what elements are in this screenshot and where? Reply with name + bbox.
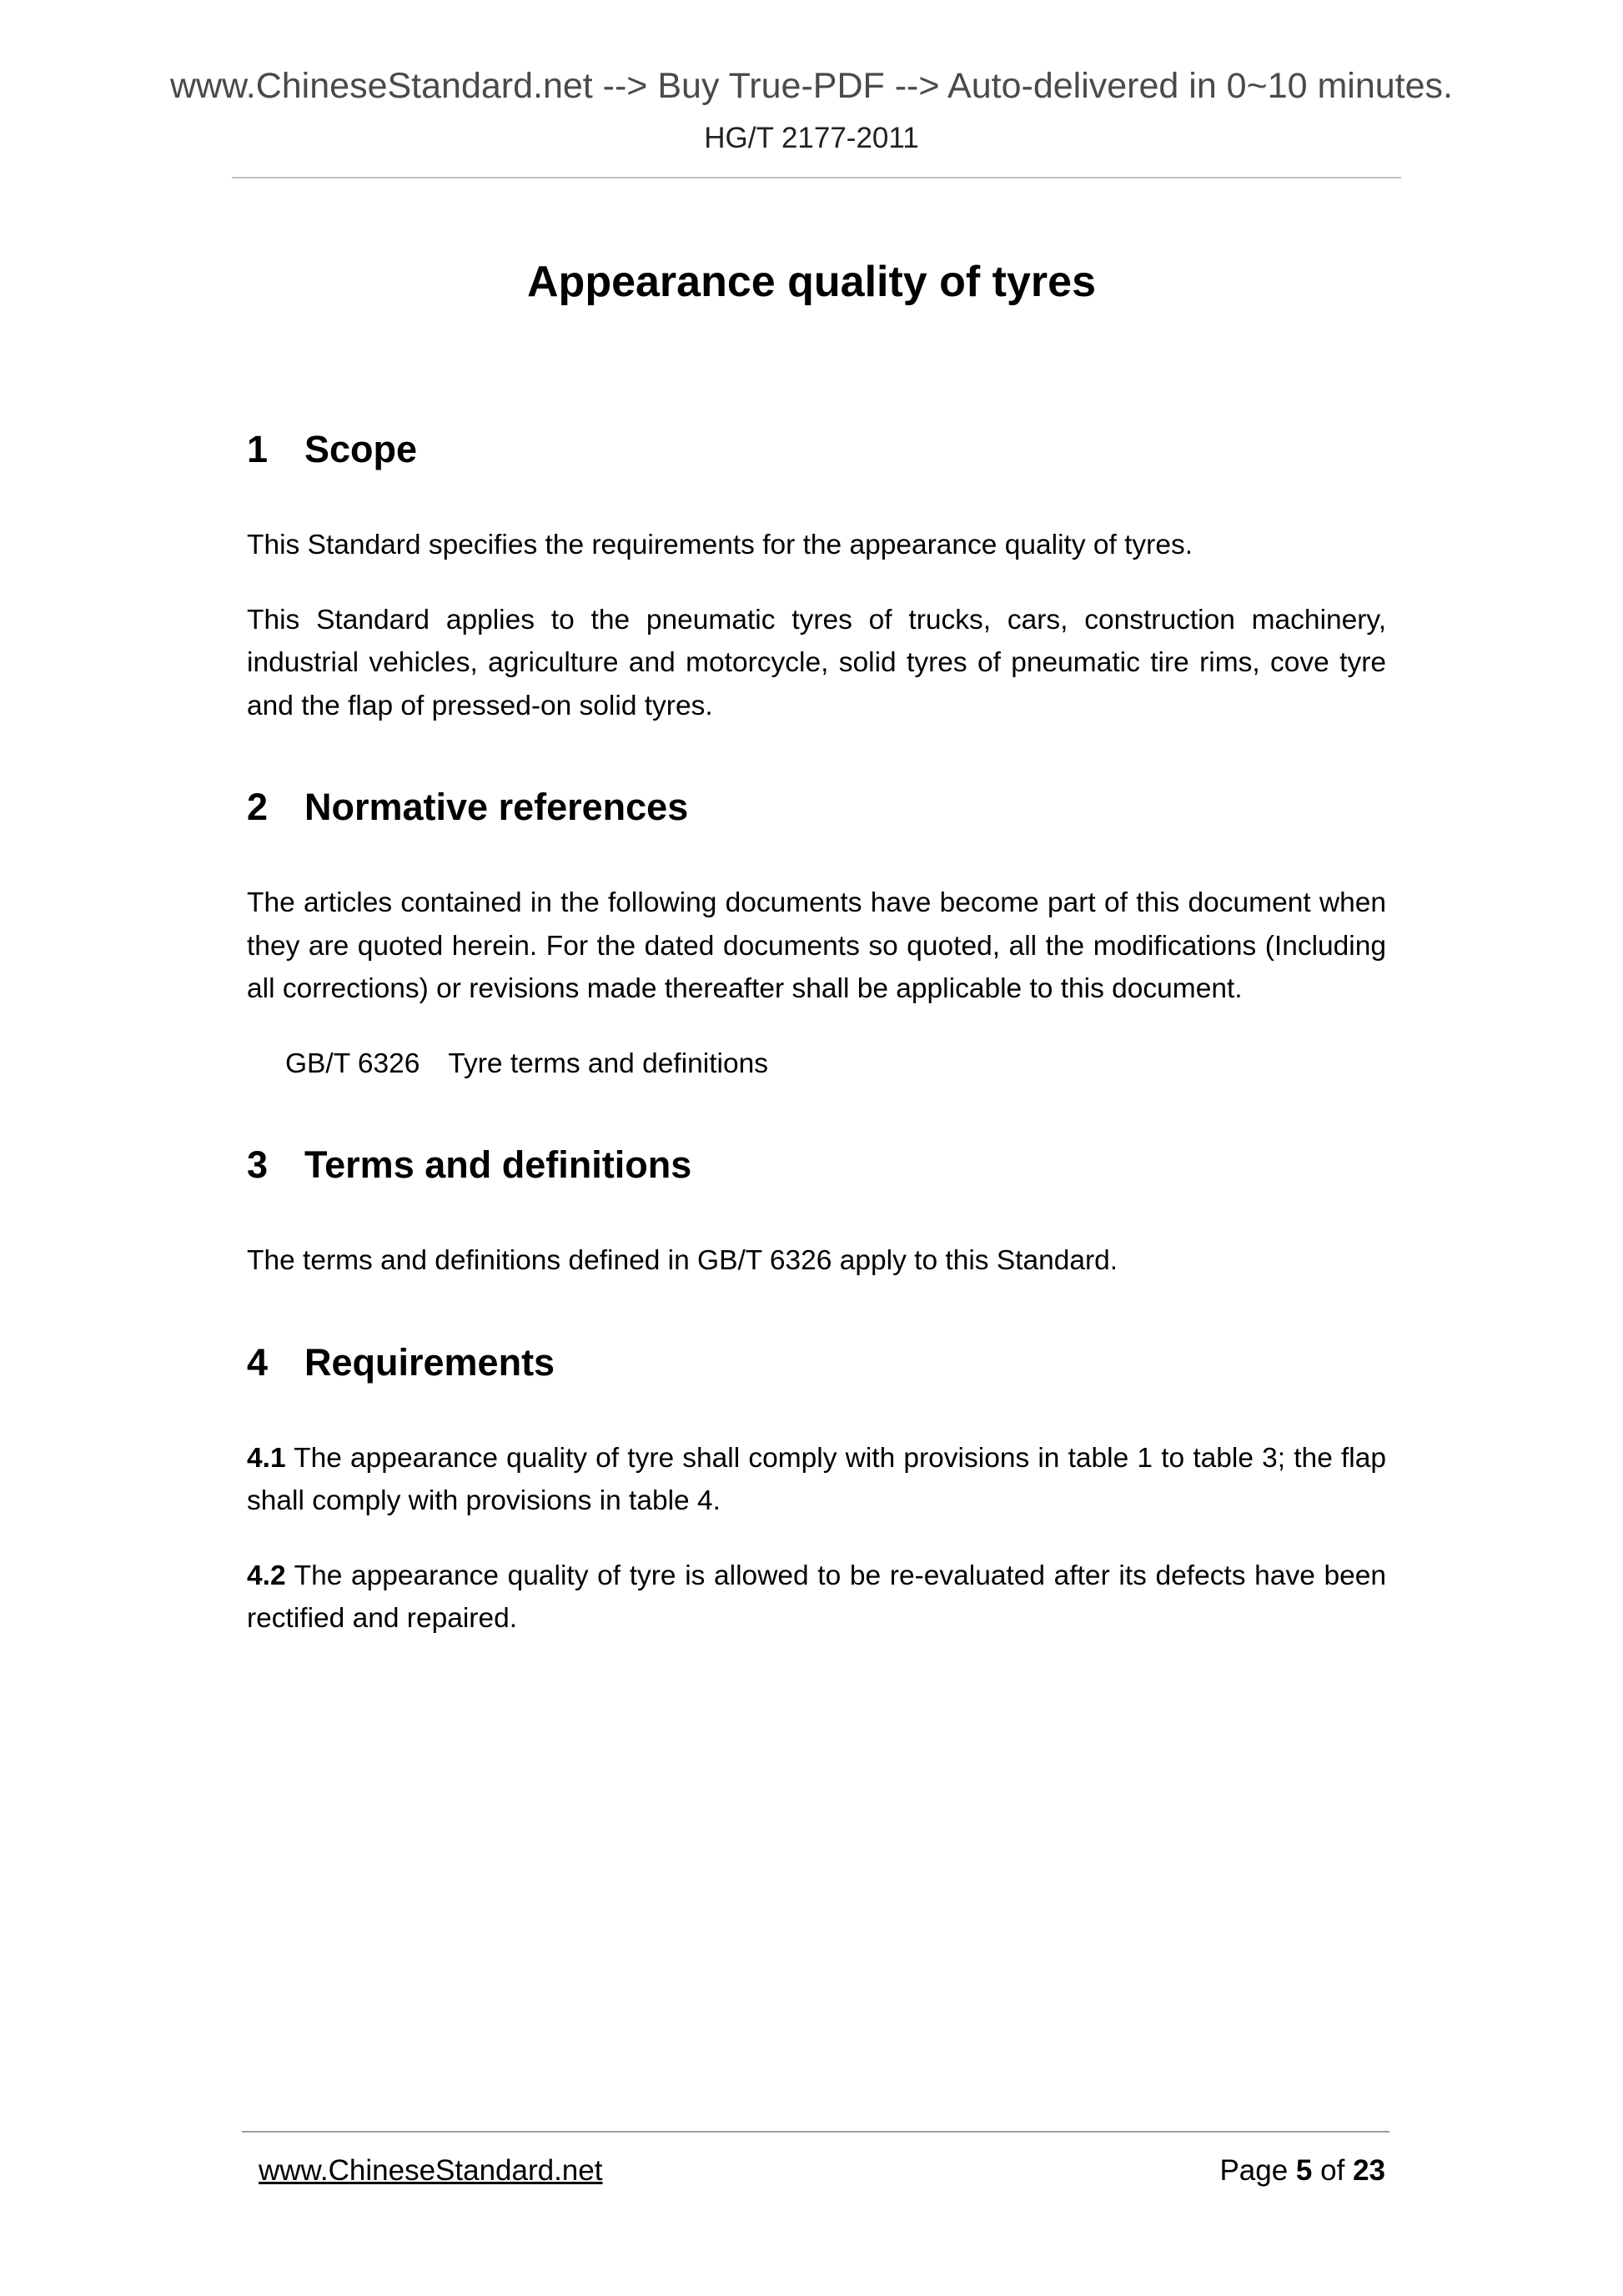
clause-number: 4.2	[247, 1560, 286, 1591]
section-title: Scope	[304, 428, 418, 470]
normative-reference-item	[247, 1042, 1386, 1086]
footer-site-link[interactable]: www.ChineseStandard.net	[259, 2154, 603, 2187]
paragraph: This Standard applies to the pneumatic tyres of trucks, cars, construction machinery, industrial vehicles, agriculture and motorcycle, solid tyres of pneumatic tire rims, cove tyre and the flap of pressed-on solid tyres.	[247, 604, 1386, 721]
section-heading-normative-references	[247, 785, 1386, 830]
section-title: Requirements	[304, 1340, 555, 1384]
reference-code: GB/T 6326	[285, 1048, 420, 1079]
reference-title: Tyre terms and definitions	[448, 1048, 768, 1079]
section-number: 3	[247, 1143, 269, 1186]
paragraph: The articles contained in the following documents have become part of this document when they are quoted herein. For the dated documents so quoted, all the modifications (Including all corrections) or revisions made thereafter shall be applicable to this document.	[247, 887, 1386, 1004]
clause-number: 4.1	[247, 1442, 286, 1474]
section-heading-scope	[247, 427, 1386, 472]
footer-divider	[242, 2131, 1389, 2133]
section-title: Normative references	[304, 786, 689, 828]
section-heading-terms-and-definitions	[247, 1143, 1386, 1188]
page-label: Page	[1219, 2154, 1289, 2187]
document-code: HG/T 2177-2011	[704, 122, 919, 154]
page-of: of	[1320, 2154, 1345, 2187]
section-number: 2	[247, 786, 269, 828]
section-number: 1	[247, 428, 269, 470]
paragraph: This Standard specifies the requirements for the appearance quality of tyres.	[247, 530, 1193, 560]
paragraph: The terms and definitions defined in GB/T 6326 apply to this Standard.	[247, 1245, 1118, 1276]
clause-4-2	[247, 1555, 1386, 1640]
site-banner: www.ChineseStandard.net --> Buy True-PDF --> Auto-delivered in 0~10 minutes.	[169, 66, 1453, 106]
document-body	[247, 427, 1386, 1640]
clause-4-1	[247, 1437, 1386, 1523]
clause-text: The appearance quality of tyre shall comply with provisions in table 1 to table 3; the flap shall comply with provisions in table 4.	[247, 1442, 1386, 1516]
page-current: 5	[1295, 2154, 1313, 2187]
section-title: Terms and definitions	[304, 1143, 692, 1186]
page-title: Appearance quality of tyres	[527, 257, 1096, 306]
section-heading-requirements	[247, 1340, 1386, 1385]
clause-text: The appearance quality of tyre is allowed to be re-evaluated after its defects have been rectified and repaired.	[247, 1560, 1387, 1634]
page-number	[1219, 2153, 1385, 2188]
page-total: 23	[1353, 2154, 1385, 2187]
section-number: 4	[247, 1340, 269, 1384]
header-divider	[232, 177, 1401, 178]
